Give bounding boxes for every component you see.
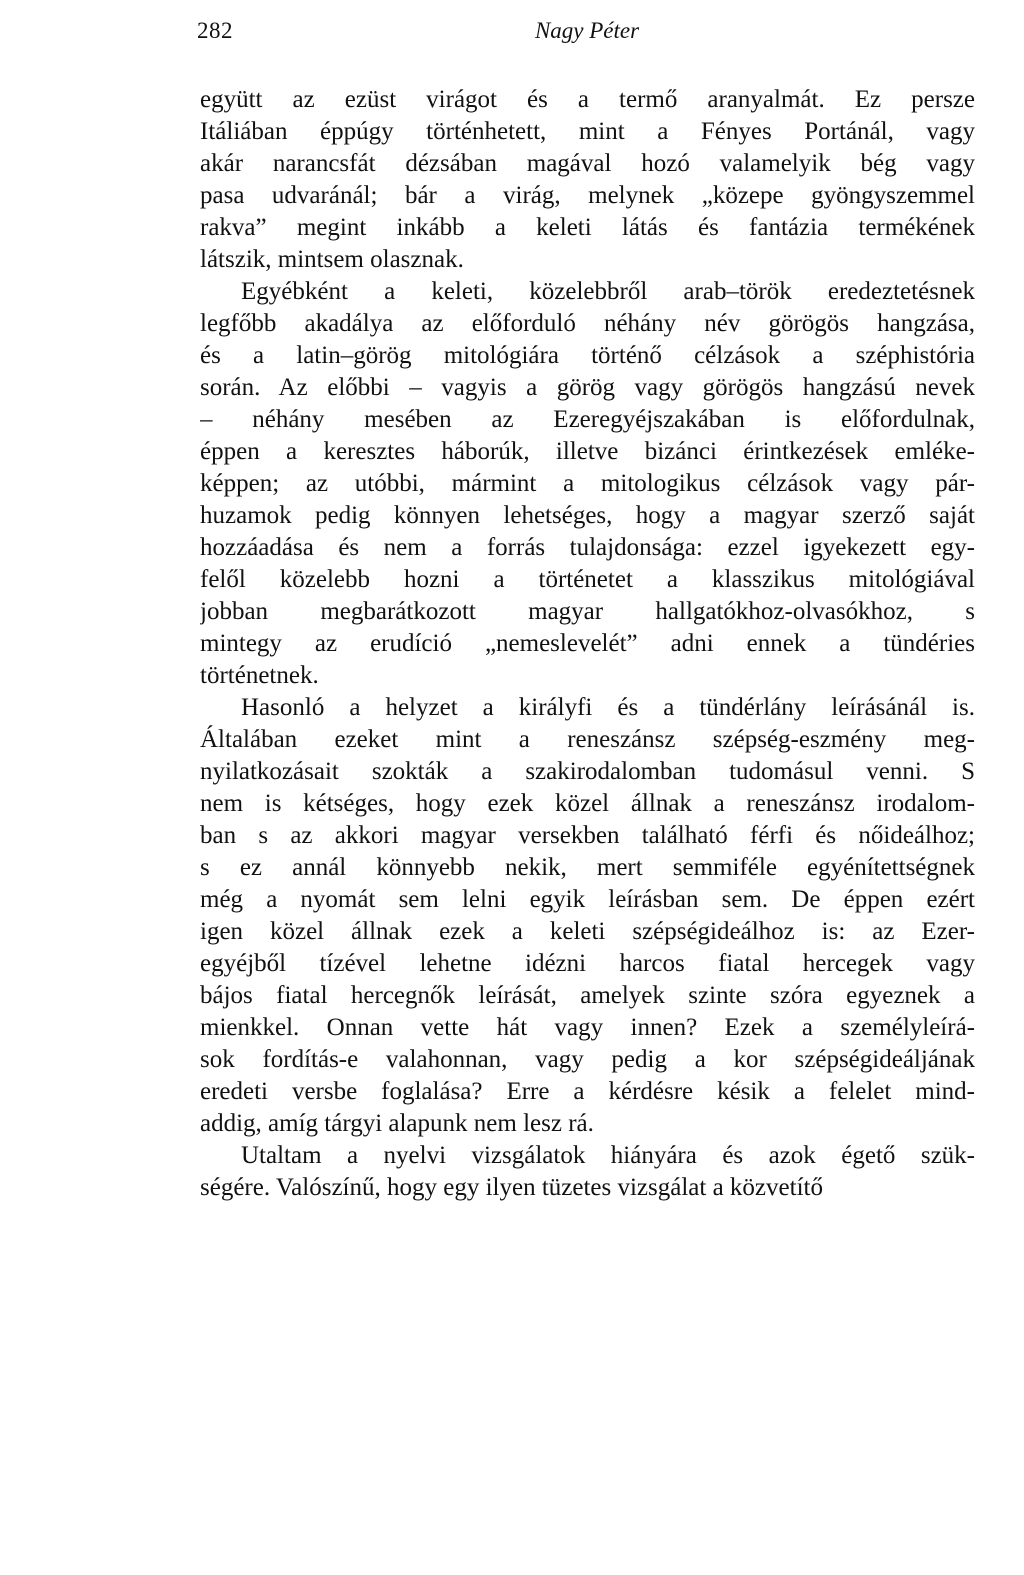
text-line: nem is kétséges, hogy ezek közel állnak a reneszánsz irodalom-	[200, 790, 975, 817]
text-line: mienkkel. Onnan vette hát vagy innen? Ezek a személyleírá-	[200, 1014, 975, 1041]
text-line: sok fordítás-e valahonnan, vagy pedig a kor szépségideáljának	[200, 1046, 975, 1073]
text-line: képpen; az utóbbi, mármint a mitologikus célzások vagy pár-	[200, 470, 975, 497]
body-text	[200, 84, 975, 1204]
text-line: bájos fiatal hercegnők leírását, amelyek szinte szóra egyeznek a	[200, 982, 975, 1009]
page-number: 282	[197, 18, 233, 43]
text-line: ségére. Valószínű, hogy egy ilyen tüzetes vizsgálat a közvetítő	[200, 1174, 823, 1201]
text-line: – néhány mesében az Ezeregyéjszakában is előfordulnak,	[200, 406, 975, 433]
text-line: látszik, mintsem olasznak.	[200, 246, 464, 273]
text-line: Hasonló a helyzet a királyfi és a tündérlány leírásánál is.	[241, 694, 975, 721]
paragraph	[200, 692, 975, 1140]
text-line: rakva” megint inkább a keleti látás és fantázia termékének	[200, 214, 975, 241]
text-line: Utaltam a nyelvi vizsgálatok hiányára és azok égető szük-	[241, 1142, 975, 1169]
text-line: egyéjből tízével lehetne idézni harcos fiatal hercegek vagy	[200, 950, 975, 977]
text-line: felől közelebb hozni a történetet a klasszikus mitológiával	[200, 566, 975, 593]
text-line: addig, amíg tárgyi alapunk nem lesz rá.	[200, 1110, 594, 1137]
text-line: hozzáadása és nem a forrás tulajdonsága: ezzel igyekezett egy-	[200, 534, 975, 561]
text-line: és a latin–görög mitológiára történő célzások a széphistória	[200, 342, 975, 369]
text-line: Egyébként a keleti, közelebbről arab–török eredeztetésnek	[241, 278, 975, 305]
text-line: legfőbb akadálya az előforduló néhány név görögös hangzása,	[200, 310, 975, 337]
text-line: akár narancsfát dézsában magával hozó valamelyik bég vagy	[200, 150, 975, 177]
text-line: még a nyomát sem lelni egyik leírásban sem. De éppen ezért	[200, 886, 975, 913]
text-line: pasa udvaránál; bár a virág, melynek „közepe gyöngyszemmel	[200, 182, 975, 209]
text-line: Itáliában éppúgy történhetett, mint a Fényes Portánál, vagy	[200, 118, 975, 145]
text-line: során. Az előbbi – vagyis a görög vagy görögös hangzású nevek	[200, 374, 975, 401]
text-line: történetnek.	[200, 662, 319, 689]
text-line: s ez annál könnyebb nekik, mert semmiféle egyénítettségnek	[200, 854, 975, 881]
text-line: Általában ezeket mint a reneszánsz szépség-eszmény meg-	[200, 726, 975, 753]
text-line: együtt az ezüst virágot és a termő aranyalmát. Ez persze	[200, 86, 975, 113]
text-line: ban s az akkori magyar versekben található férfi és nőideálhoz;	[200, 822, 975, 849]
text-line: huzamok pedig könnyen lehetséges, hogy a magyar szerző saját	[200, 502, 975, 529]
text-line: eredeti versbe foglalása? Erre a kérdésre késik a felelet mind-	[200, 1078, 975, 1105]
text-line: jobban megbarátkozott magyar hallgatókhoz-olvasókhoz, s	[200, 598, 975, 625]
text-line: éppen a keresztes háborúk, illetve bizánci érintkezések emléke-	[200, 438, 975, 465]
page-header	[197, 18, 977, 54]
text-line: mintegy az erudíció „nemeslevelét” adni ennek a tündéries	[200, 630, 975, 657]
running-head: Nagy Péter	[534, 18, 640, 43]
paragraph	[200, 84, 975, 276]
paragraph	[200, 276, 975, 692]
paragraph	[200, 1140, 975, 1204]
text-line: nyilatkozásait szokták a szakirodalomban tudomásul venni. S	[200, 758, 975, 785]
text-line: igen közel állnak ezek a keleti szépségideálhoz is: az Ezer-	[200, 918, 975, 945]
